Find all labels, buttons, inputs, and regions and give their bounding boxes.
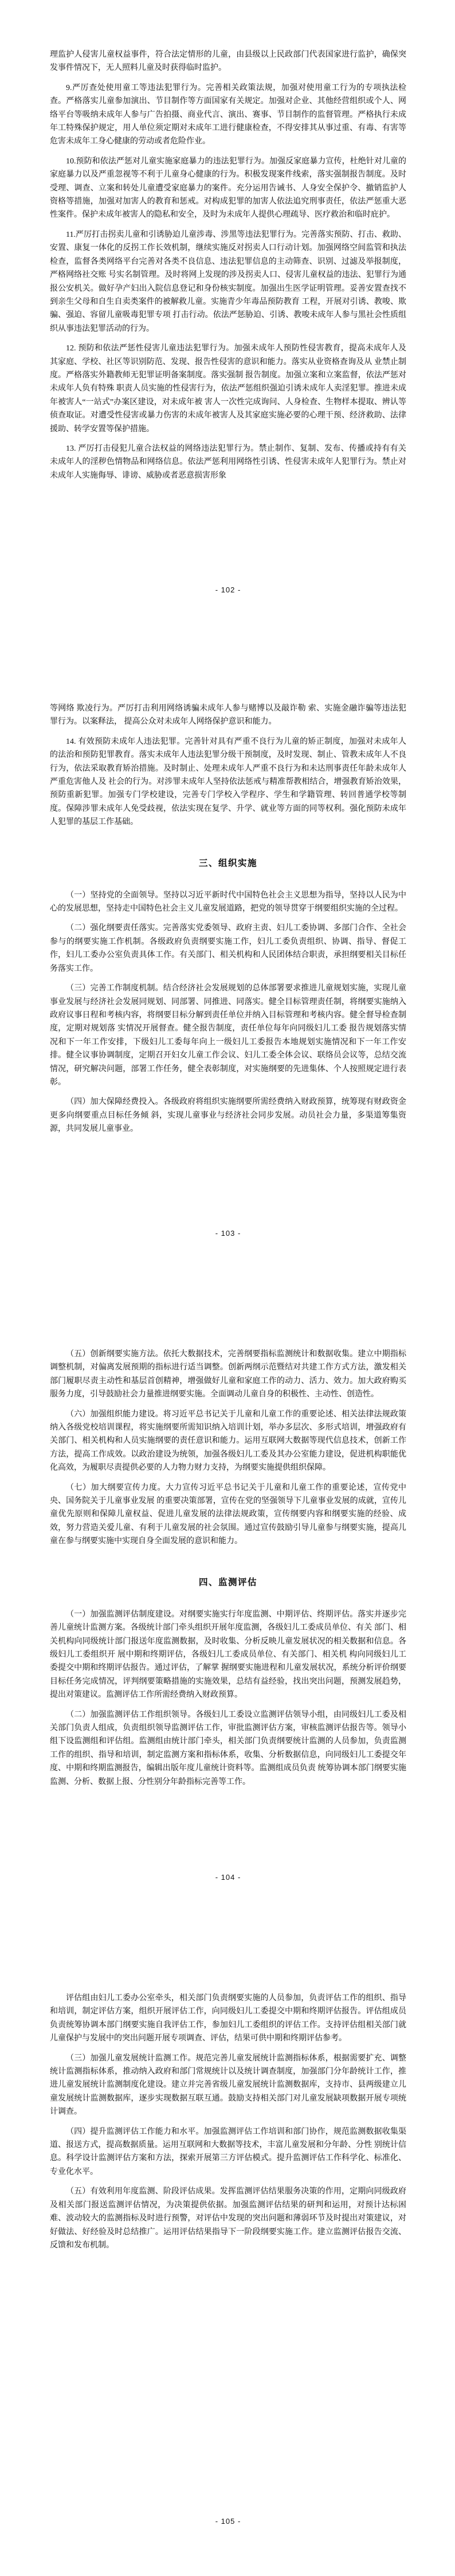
page-number: - 103 - — [215, 1229, 241, 1238]
page-number: - 102 - — [215, 586, 241, 594]
page-104 — [0, 1262, 455, 1906]
paragraph: （五）创新纲要实施方法。依托大数据技术，完善纲要指标监测统计和数据收集。建立中期指标调整机制，对偏离发展预期的指标进行适当调整。创新两纲示范暨结对共建工作方式方法，激发相关部门履职尽责主动性和基层首创精神，增强做好儿童和家庭工作的动力、活力、效力。加大政府购买服务力度，引导鼓励社会力量推进纲要实施。全面调动儿童自身的积极性、主动性、创造性。 — [50, 1350, 406, 1399]
page-102 — [0, 0, 455, 618]
page-number: - 105 - — [215, 2517, 241, 2526]
paragraph: （一）加强监测评估制度建设。对纲要实施实行年度监测、中期评估、终期评估。落实并逐步完善儿童统计监测方案。各级统计部门牵头组织开展年度监测，各级妇儿工委成员单位、有关 部门、相关机构向同级统计部门报送年度监测数据，及时收集、分析反映儿童发展状况的相关数据和信息。各级妇儿工委组织开 展中期和终期评估，各级妇儿工委成员单位、有关部门、相关机 构向同级妇儿工委提交中期和终期评估报告。通过评估，了解掌 握纲要实施进程和儿童发展状况，系统分析评价纲要目标任务完成情况，评判纲要策略措施的实施效果，总结有益经验，找出突出问题，预测发展趋势，提出对策建议。监测评估工作所需经费纳入财政预算。 — [50, 1610, 406, 1700]
paragraph: （四）加大保障经费投入。各级政府将组织实施纲要所需经费纳入财政预算，统筹现有财政资金更多向纲要重点目标任务倾 斜，实现儿童事业与经济社会同步发展。动员社会力量，多渠道筹集资源，共同发展儿童事业。 — [50, 1098, 406, 1134]
page-105 — [0, 1906, 455, 2576]
section-heading: 四、监测评估 — [198, 1577, 257, 1587]
paragraph: 9.严厉查处使用童工等违法犯罪行为。完善相关政策法规，加强对使用童工行为的专项执法检查。严格落实儿童参加演出、节目制作等方面国家有关规定。加强对企业、其他经营组织或个人、网络平台等吸纳未成年人参与广告拍摄、商业代言、演出、赛事、节目制作的监督管理。严格执行未成年工特殊保护规定，用人单位须定期对未成年工进行健康检查，不得安排其从事过重、有毒、有害等危害未成年工身心健康的劳动或者危险作业。 — [50, 83, 406, 146]
paragraph: （二）加强监测评估工作组织领导。各级妇儿工委设立监测评估领导小组，由同级妇儿工委及相关部门负责人组成，负责组织领导监测评估工作，审批监测评估方案，审核监测评估报告等。领导小组下设监测组和评估组。监测组由统计部门牵头，相关部门负责纲要统计监测的人员参加，负责监测工作的组织、指导和培训，制定监测方案和指标体系，收集、分析数据信息，向同级妇儿工委提交年度、中期和终期监测报告，编辑出版年度儿童统计资料等。监测组成员负责 统筹协调本部门纲要实施监测、分析、数据上报、分性别分年龄指标完善等工作。 — [50, 1710, 406, 1786]
paragraph: （二）强化纲要责任落实。完善落实党委领导、政府主责、妇儿工委协调、多部门合作、全社会参与的纲要实施工作机制。各级政府负责纲要实施工作，妇儿工委负责组织、协调、指导、督促工作，妇儿工委办公室负责具体工作。有关部门、相关机构和人民团体结合职责，承担纲要相关目标任务落实工作。 — [50, 924, 406, 973]
paragraph: 12. 预防和依法严惩性侵害儿童违法犯罪行为。加强未成年人预防性侵害教育，提高未成年人及其家庭、学校、社区等识别防范、发现、报告性侵害的意识和能力。落实从业资格查询及从 业禁止制度。严格落实外籍教师无犯罪证明备案制度。落实强制 报告制度。加强立案和立案监督，依法严惩对未成年人负有特殊 职责人员实施的性侵害行为，依法严惩组织强迫引诱未成年人卖淫犯罪。推进未成年被害人“一站式”办案区建设，对未成年被 害人一次性完成询问、人身检查、生物样本提取、辨认等侦查取证。对遭受性侵害或暴力伤害的未成年被害人及其家庭实施必要的心理干预、经济救助、法律援助、转学安置等保护措施。 — [50, 344, 406, 434]
paragraph: 11.严厉打击拐卖儿童和引诱胁迫儿童涉毒、涉黑等违法犯罪行为。完善落实预防、打击、救助、安置、康复一体化的反拐工作长效机制，继续实施反对拐卖人口行动计划。加强网络空间监管和执法检查，监督各类网络平台完善对各类不良信息、违法犯罪信息的主动筛查、识别、过滤及举报制度，严格网络社交账 号实名制管理。及时将网上发现的涉及拐卖人口、侵害儿童权益的违法、犯罪行为通报公安机关。做好孕产妇出入院信息登记和身份核实制度。加强出生医学证明管理。妥善安置查找不到亲生父母和自生自卖类案件的被解救儿童。实施青少年毒品预防教育 工程，开展对引诱、教唆、欺骗、强迫、容留儿童吸毒犯罪专项 打击行动。依法严惩胁迫、引诱、教唆未成年人参与黑社会性质组织从事违法犯罪活动的行为。 — [50, 230, 406, 333]
paragraph: （六）加强组织能力建设。将习近平总书记关于儿童和儿童工作的重要论述、相关法律法规政策纳入各级党校培训课程，将实施纲要所需知识纳入培训计划，举办多层次、多形式培训，增强政府有关部门、相关机构和人员实施纲要的责任意识和能力。运用互联网大数据等现代信息技术，创新工作方法，提高工作成效。以政治建设为统领，加强各级妇儿工委及其办公室能力建设，促进机构职能优化高效，为履职尽责提供必要的人力物力财力支持，为纲要实施提供组织保障。 — [50, 1410, 406, 1473]
paragraph: （三）加强儿童发展统计监测工作。规范完善儿童发展统计监测指标体系，根据需要扩充、调整统计监测指标体系，推动纳入政府和部门常规统计以及统计调查制度，加强部门分年龄统计工作，推进儿童发展统计监测制度化建设。建立并完善省级儿童发展统计监测数据库，支持市、县两级建立儿童发展统计监测数据库，逐步实现数据互联互通。鼓励支持相关部门对儿童发展缺项数据开展专项统计调查。 — [50, 2054, 406, 2117]
paragraph: 评估组由妇儿工委办公室牵头，相关部门负责纲要实施的人员参加，负责评估工作的组织、指导和培训，制定评估方案，组织开展评估工作，向同级妇儿工委提交中期和终期评估报告。评估组成员负责统筹协调本部门纲要实施自我评估工作，参加妇儿工委组织的评估工作。支持评估组相关部门就儿童保护与发展中的突出问题开展专项调查、评估，结果可供中期和终期评估参考。 — [50, 1994, 406, 2043]
paragraph: （三）完善工作制度机制。结合经济社会发展规划的总体部署要求推进儿童规划实施，实现儿童事业发展与经济社会发展同规划、同部署、同推进、同落实。健全目标管理责任制，将纲要实施纳入政府议事日程和考核内容，将纲要目标分解到责任单位并纳入目标管理和考核内容。健全督导检查制度，定期对规划落 实情况开展督查。健全报告制度，责任单位每年向同级妇儿工委 报告规划落实情况和下一年工作安排，下级妇儿工委每年向上一级妇儿工委报告本地规划实施情况和下一年工作安排。健全议事协调制度，定期召开妇女儿童工作会议、妇儿工委全体会议、联络员会议等，总结交流情况，研究解决问题，部署工作任务，健全表彰制度，对实施纲要的先进集体、个人按照规定进行表彰。 — [50, 984, 406, 1087]
paragraph: （七）加大纲要宣传力度。大力宣传习近平总书记关于儿童和儿童工作的重要论述，宣传党中央、国务院关于儿童事业发展 的重要决策部署，宣传在党的坚强领导下儿童事业发展的成就，宣传儿童优先原则和保障儿童权益、促进儿童发展的法律法规政策，宣传纲要内容和纲要实施的经验、成效，努力营造关爱儿童、有利于儿童发展的社会氛围。通过宣传鼓励引导儿童参与纲要实施，提高儿童在参与纲要实施中实现自身全面发展的意识和能力。 — [50, 1483, 406, 1546]
paragraph: 等网络 欺凌行为。严厉打击利用网络诱骗未成年人参与赌博以及敲诈勒 索、实施金融诈骗等违法犯罪行为。以案释法， 提高公众对未成年人网络保护意识和能力。 — [50, 704, 406, 727]
paragraph: 14. 有效预防未成年人违法犯罪。完善针对具有严重不良行为儿童的矫正制度，加强对未成年人的法治和预防犯罪教育。落实未成年人违法犯罪分级干预制度，及时发现、制止、管教未成年人不良行为，依法采取教育矫治措施。及时制止、处理未成年人严重不良行为和未达刑事责任年龄未成年人严重危害他人及 社会的行为。对涉罪未成年人坚持依法惩戒与精准帮教相结合，增强教育矫治效果，预防重新犯罪。加强专门学校建设，完善专门学校入学程序、学生和学籍管理、转回普通学校等制度。保障涉罪未成年人免受歧视，依法实现在复学、升学、就业等方面的同等权利。强化预防未成年人犯罪的基层工作基础。 — [50, 737, 406, 827]
paragraph: 10.预防和依法严惩对儿童实施家庭暴力的违法犯罪行为。加强反家庭暴力宣传，杜绝针对儿童的家庭暴力以及严重忽视等不利于儿童身心健康的行为。积极发现案件线索，落实强制报告制度。及时受理、调查、立案和转处儿童遭受家庭暴力的案件。充分运用告诫书、人身安全保护令、撤销监护人资格等措施，加强对加害人的教育和惩戒。对构成犯罪的加害人依法追究刑事责任，依法严惩重大恶性案件。保护未成年被害人的隐私和安全，及时为未成年人提供心理疏导、医疗救治和临时庇护。 — [50, 157, 406, 220]
paragraph: 13. 严厉打击侵犯儿童合法权益的网络违法犯罪行为。禁止制作、复制、发布、传播或持有有关未成年人的淫秽色情物品和网络信息。依法严惩利用网络性引诱、性侵害未成年人犯罪行为。禁止对未成年人实施侮辱、诽谤、威胁或者恶意损害形象 — [50, 444, 406, 480]
page-number: - 104 - — [215, 1873, 241, 1882]
page-103 — [0, 618, 455, 1262]
paragraph: 理监护人侵害儿童权益事件，符合法定情形的儿童，由县级以上民政部门代表国家进行监护，确保突发事件情况下，无人照料儿童及时获得临时监护。 — [50, 50, 406, 73]
paragraph: （一）坚持党的全面领导。坚持以习近平新时代中国特色社会主义思想为指导，坚持以人民为中心的发展思想，坚持走中国特色社会主义儿童发展道路，把党的领导贯穿于纲要组织实施的全过程。 — [50, 891, 406, 914]
paragraph: （五）有效利用年度监测、阶段评估成果。发挥监测评估结果服务决策的作用，定期向同级政府及相关部门报送监测评估情况，为决策提供依据。加强监测评估结果的研判和运用，对预计达标困难、波动较大的监测指标及时进行预警，对评估中发现的突出问题和薄弱环节及时提出对策建议，对好做法、好经验及时总结推广。运用评估结果指导下一阶段纲要实施工作。建立监测评估报告交流、反馈和发布机制。 — [50, 2187, 406, 2250]
section-heading: 三、组织实施 — [198, 858, 257, 868]
paragraph: （四）提升监测评估工作能力和水平。加强监测评估工作培训和部门协作，规范监测数据收集渠道、报送方式，提高数据质量。运用互联网和大数据等技术，丰富儿童发展和分年龄、分性 别统计信息。科学设计监测评估方案和方法，探索开展第三方评估模式。提升监测评估工作科学化、标准化、专业化水平。 — [50, 2127, 406, 2176]
